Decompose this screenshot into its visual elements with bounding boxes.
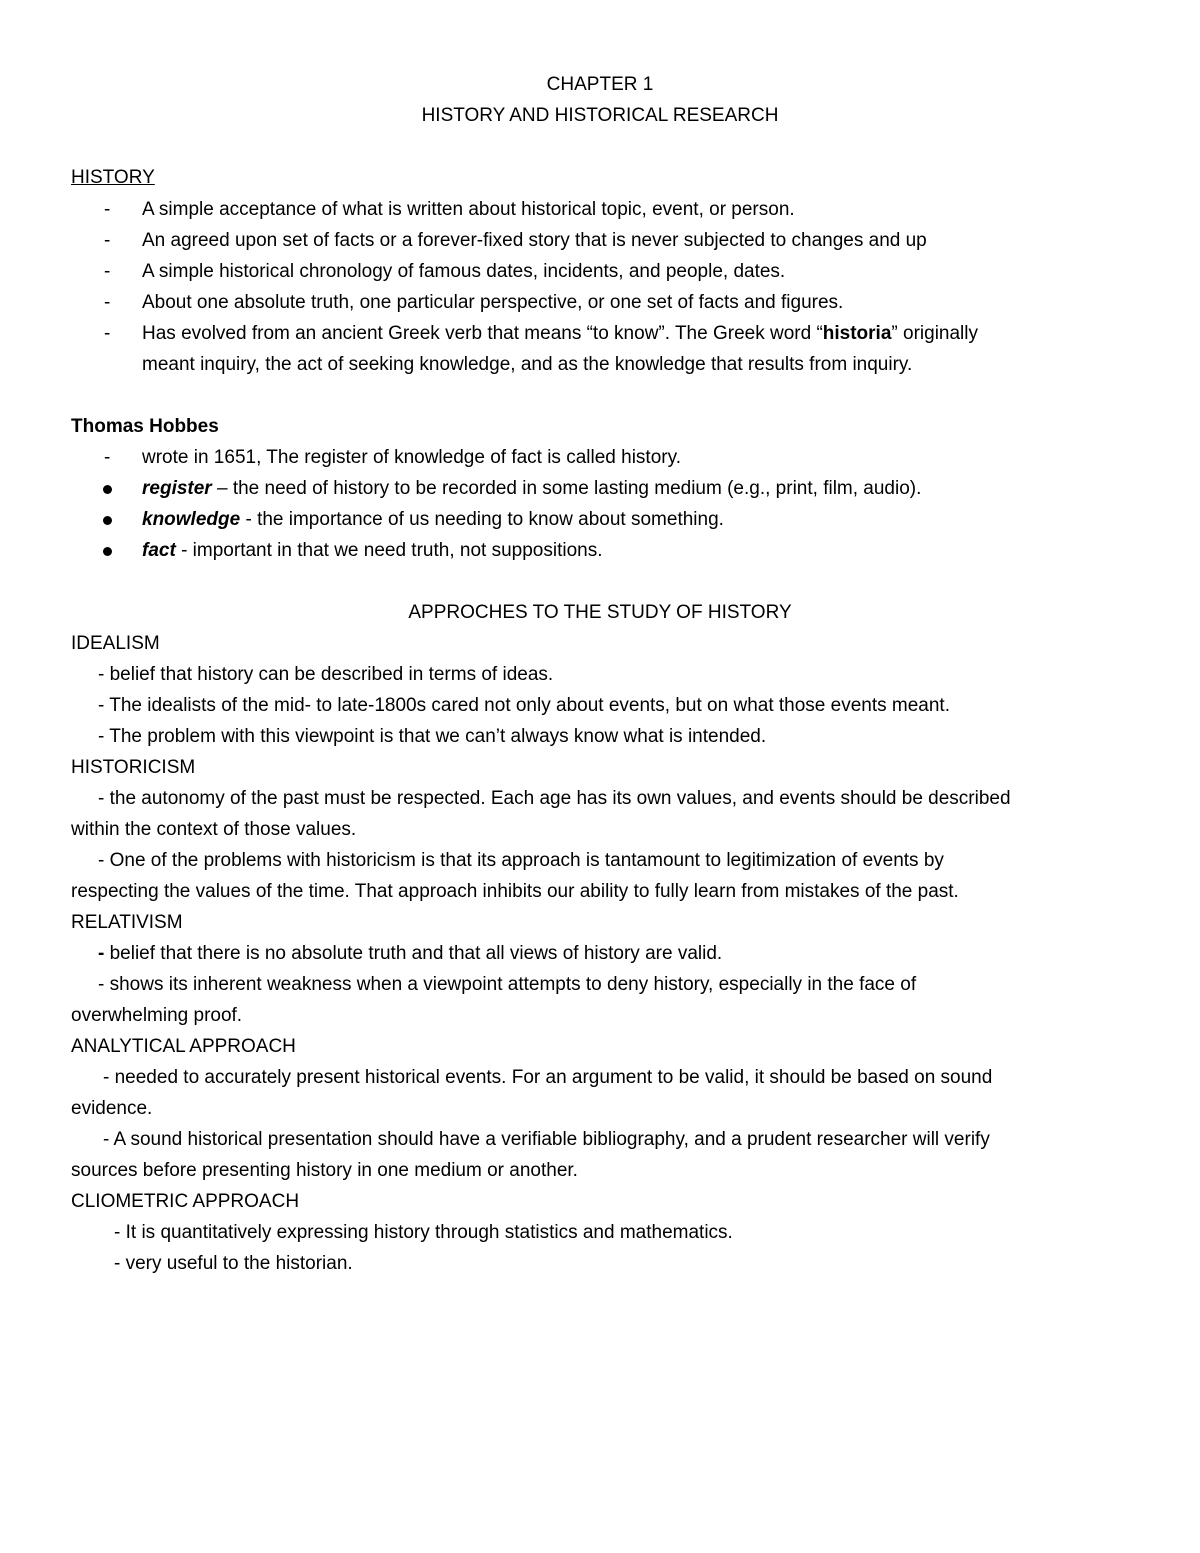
history-item-2: An agreed upon set of facts or a forever-fixed story that is never subjected to changes and up [142,230,927,251]
analytical-line-3: - A sound historical presentation should have a verifiable bibliography, and a prudent researcher will verify [103,1129,990,1150]
analytical-line-4: sources before presenting history in one medium or another. [71,1160,578,1181]
bullet-marker [103,547,112,556]
hobbes-bullet-knowledge [142,509,724,531]
historicism-line-1: - the autonomy of the past must be respected. Each age has its own values, and events should be described [98,788,1011,809]
history-item-5-text: Has evolved from an ancient Greek verb that means “to know”. The Greek word “ [142,323,823,344]
idealism-line-3: - The problem with this viewpoint is that we can’t always know what is intended. [98,726,767,747]
history-item-5 [142,323,978,345]
relativism-line-3: overwhelming proof. [71,1005,243,1026]
relativism-line-2: - shows its inherent weakness when a viewpoint attempts to deny history, especially in the face of [98,974,917,995]
dash-marker: - [104,292,111,313]
hobbes-bullet-fact [142,540,602,562]
history-item-5-after: ” originally [891,323,978,344]
historicism-line-2: within the context of those values. [71,819,357,840]
relativism-line-1-text: belief that there is no absolute truth and that all views of history are valid. [104,943,723,964]
term-fact: fact [142,540,176,561]
analytical-line-2: evidence. [71,1098,153,1119]
term-knowledge: knowledge [142,509,241,530]
historicism-line-3: - One of the problems with historicism is that its approach is tantamount to legitimization of events by [98,850,944,871]
analytical-line-1: - needed to accurately present historical events. For an argument to be valid, it should be based on sound [103,1067,993,1088]
relativism-dash: - [98,943,105,964]
idealism-line-2: - The idealists of the mid- to late-1800s cared not only about events, but on what those events meant. [98,695,950,716]
desc-fact: - important in that we need truth, not suppositions. [175,540,603,561]
history-item-4: About one absolute truth, one particular perspective, or one set of facts and figures. [142,292,844,313]
hobbes-heading: Thomas Hobbes [71,416,219,437]
term-register: register [142,478,212,499]
relativism-heading: RELATIVISM [71,912,183,933]
dash-marker: - [104,261,111,282]
history-item-1: A simple acceptance of what is written about historical topic, event, or person. [142,199,795,220]
historicism-heading: HISTORICISM [71,757,196,778]
cliometric-line-1: - It is quantitatively expressing history through statistics and mathematics. [114,1222,733,1243]
cliometric-line-2: - very useful to the historian. [114,1253,353,1274]
dash-marker: - [104,323,111,344]
dash-marker: - [104,199,111,220]
hobbes-bullet-register [142,478,921,500]
historia-term: historia [822,323,892,344]
dash-marker: - [104,447,111,468]
chapter-number: CHAPTER 1 [546,74,654,95]
idealism-line-1: - belief that history can be described in terms of ideas. [98,664,554,685]
idealism-heading: IDEALISM [71,633,160,654]
history-item-3: A simple historical chronology of famous dates, incidents, and people, dates. [142,261,786,282]
approaches-heading: APPROCHES TO THE STUDY OF HISTORY [408,602,792,623]
historicism-line-4: respecting the values of the time. That approach inhibits our ability to fully learn from mistakes of the past. [71,881,959,902]
dash-marker: - [104,230,111,251]
analytical-heading: ANALYTICAL APPROACH [71,1036,296,1057]
chapter-title: HISTORY AND HISTORICAL RESEARCH [421,105,779,126]
bullet-marker [103,516,112,525]
relativism-line-1 [98,943,722,965]
cliometric-heading: CLIOMETRIC APPROACH [71,1191,300,1212]
desc-register: – the need of history to be recorded in some lasting medium (e.g., print, film, audio). [211,478,922,499]
desc-knowledge: - the importance of us needing to know about something. [240,509,724,530]
history-heading: HISTORY [71,167,155,188]
bullet-marker [103,485,112,494]
hobbes-quote: wrote in 1651, The register of knowledge of fact is called history. [142,447,681,468]
history-item-5-continued: meant inquiry, the act of seeking knowledge, and as the knowledge that results from inquiry. [142,354,913,375]
